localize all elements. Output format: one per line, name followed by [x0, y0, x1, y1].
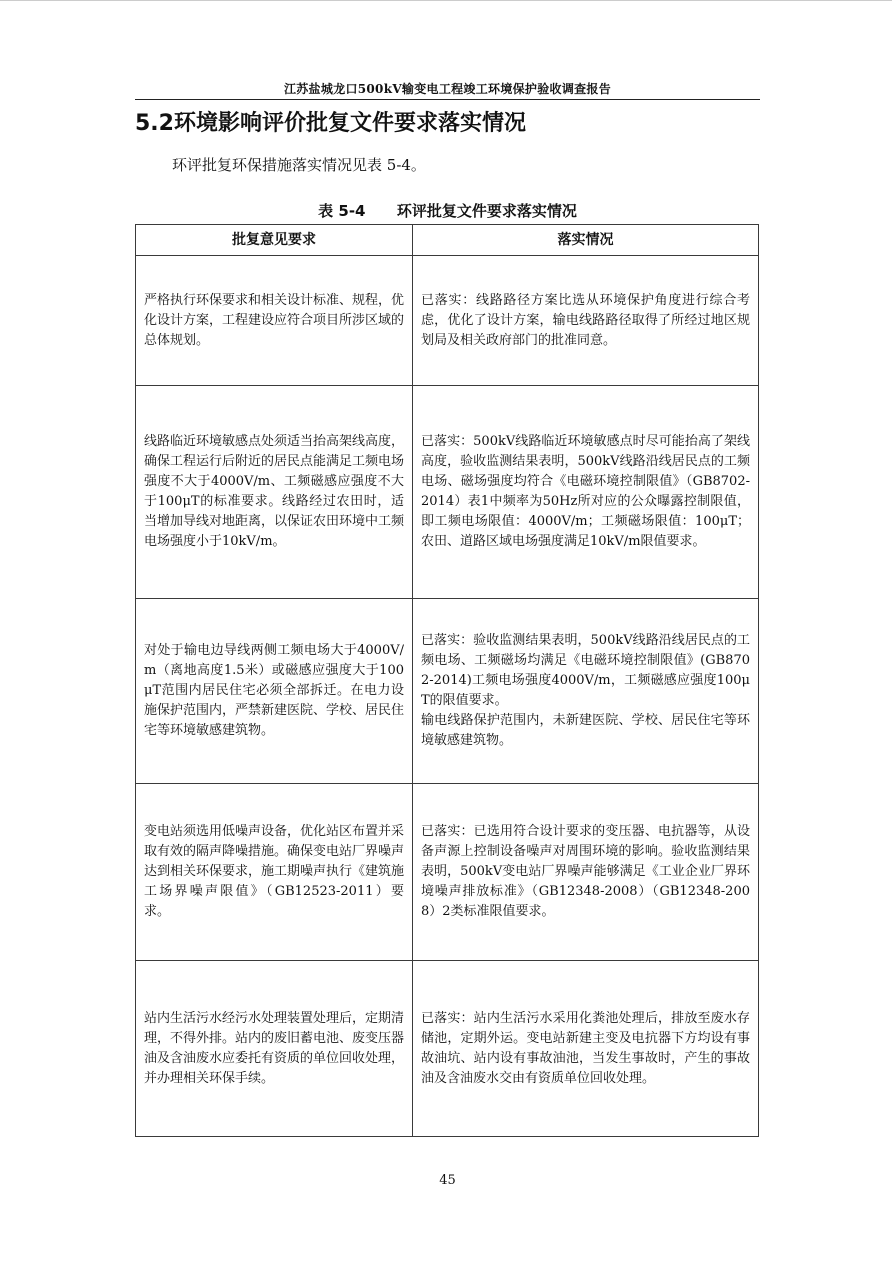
table-caption: 表 5-4 环评批复文件要求落实情况	[318, 202, 577, 220]
header-rule	[135, 99, 760, 100]
requirement-cell: 变电站须选用低噪声设备，优化站区布置并采取有效的隔声降噪措施。确保变电站厂界噪声达到相关环保要求，施工期噪声执行《建筑施工场界噪声限值》（GB12523-2011）要求。	[136, 784, 413, 961]
table-row	[136, 784, 759, 961]
implementation-cell: 已落实：验收监测结果表明，500kV线路沿线居民点的工频电场、工频磁场均满足《电磁环境控制限值》(GB8702-2014)工频电场强度4000V/m，工频磁感应强度100μT的限值要求。 输电线路保护范围内，未新建医院、学校、居民住宅等环境敏感建筑物。	[413, 599, 759, 784]
page-number: 45	[439, 1173, 456, 1188]
table-header-row	[136, 225, 759, 256]
table-row	[136, 599, 759, 784]
implementation-cell: 已落实：线路路径方案比选从环境保护角度进行综合考虑，优化了设计方案，输电线路路径取得了所经过地区规划局及相关政府部门的批准同意。	[413, 256, 759, 386]
running-header: 江苏盐城龙口500kV输变电工程竣工环境保护验收调查报告	[283, 82, 612, 96]
requirement-cell: 严格执行环保要求和相关设计标准、规程，优化设计方案，工程建设应符合项目所涉区域的总体规划。	[136, 256, 413, 386]
page-top-rule	[0, 0, 892, 1]
requirement-cell: 线路临近环境敏感点处须适当抬高架线高度，确保工程运行后附近的居民点能满足工频电场强度不大于4000V/m、工频磁感应强度不大于100μT的标准要求。线路经过农田时，适当增加导线对地距离，以保证农田环境中工频电场强度小于10kV/m。	[136, 386, 413, 599]
intro-paragraph: 环评批复环保措施落实情况见表 5-4。	[172, 156, 426, 174]
requirement-cell: 对处于输电边导线两侧工频电场大于4000V/m（离地高度1.5米）或磁感应强度大于100μT范围内居民住宅必须全部拆迁。在电力设施保护范围内，严禁新建医院、学校、居民住宅等环境敏感建筑物。	[136, 599, 413, 784]
column-header-requirement: 批复意见要求	[136, 225, 413, 256]
requirement-cell: 站内生活污水经污水处理装置处理后，定期清理，不得外排。站内的废旧蓄电池、废变压器油及含油废水应委托有资质的单位回收处理，并办理相关环保手续。	[136, 961, 413, 1137]
column-header-implementation: 落实情况	[413, 225, 759, 256]
table-row	[136, 961, 759, 1137]
table-row	[136, 256, 759, 386]
section-title: 5.2环境影响评价批复文件要求落实情况	[135, 111, 526, 136]
implementation-cell: 已落实：已选用符合设计要求的变压器、电抗器等，从设备声源上控制设备噪声对周围环境的影响。验收监测结果表明，500kV变电站厂界噪声能够满足《工业企业厂界环境噪声排放标准》（GB12348-2008）（GB12348-2008）2类标准限值要求。	[413, 784, 759, 961]
implementation-cell: 已落实：500kV线路临近环境敏感点时尽可能抬高了架线高度，验收监测结果表明，500kV线路沿线居民点的工频电场、磁场强度均符合《电磁环境控制限值》（GB8702-2014）表1中频率为50Hz所对应的公众曝露控制限值，即工频电场限值：4000V/m；工频磁场限值：100μT；农田、道路区域电场强度满足10kV/m限值要求。	[413, 386, 759, 599]
requirements-table	[135, 224, 759, 1137]
table-row	[136, 386, 759, 599]
implementation-cell: 已落实：站内生活污水采用化粪池处理后，排放至废水存储池，定期外运。变电站新建主变及电抗器下方均设有事故油坑、站内设有事故油池，当发生事故时，产生的事故油及含油废水交由有资质单位回收处理。	[413, 961, 759, 1137]
